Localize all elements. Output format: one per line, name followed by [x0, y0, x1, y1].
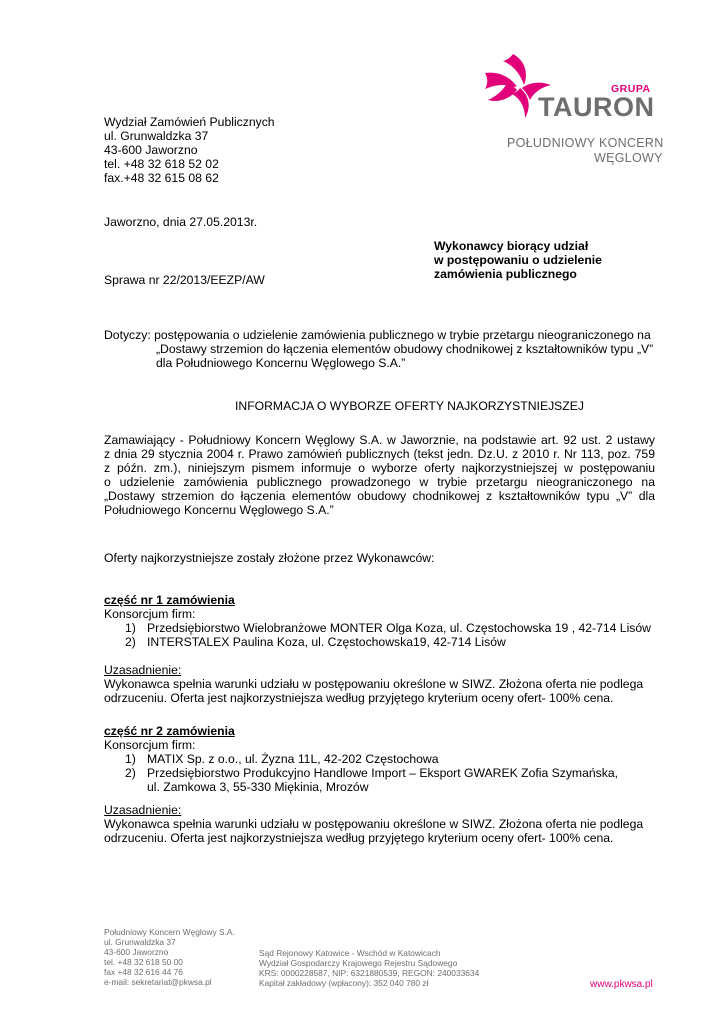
intro-line: o udzielenie zamówienia publicznego prowadzonego w trybie przetargu nieograniczonego na: [104, 475, 655, 489]
part2-item-text-continued: ul. Zamkowa 3, 55-330 Miękinia, Mrozów: [147, 780, 369, 794]
part2-item-number: 2): [125, 766, 136, 780]
footer-line: fax +48 32 616 44 76: [104, 967, 183, 977]
subject-line3: dla Południowego Koncernu Węglowego S.A.”: [156, 356, 406, 370]
logo-subtitle-line2: WĘGLOWY: [594, 151, 663, 165]
footer-line: tel. +48 32 618 50 00: [104, 957, 183, 967]
footer-line: Wydział Gospodarczy Krajowego Rejestru Sądowego: [259, 958, 458, 968]
subject-line1: Dotyczy: postępowania o udzielenie zamówienia publicznego w trybie przetargu nieograniczonego na: [104, 328, 651, 342]
part2-justification-line: odrzuceniu. Oferta jest najkorzystniejsza według przyjętego kryterium oceny ofert- 100% cena.: [104, 831, 614, 845]
part1-justification-title: Uzasadnienie:: [104, 663, 182, 677]
logo-brand-name: TAURON: [538, 92, 655, 122]
intro-line: z dnia 29 stycznia 2004 r. Prawo zamówień publicznych (tekst jedn. Dz.U. z 2010 r. Nr 113, poz. 759: [104, 447, 655, 461]
footer-line: Kapitał zakładowy (wpłacony): 352 040 780 zł: [259, 978, 429, 988]
sender-street: ul. Grunwaldzka 37: [104, 129, 209, 143]
recipient-block: [434, 239, 602, 281]
footer-company-info: [104, 927, 235, 987]
part1-item-number: 1): [125, 621, 136, 635]
logo-group-label: GRUPA: [611, 83, 651, 95]
intro-paragraph: [104, 433, 655, 517]
sender-tel: tel. +48 32 618 52 02: [104, 157, 219, 171]
recipient-line1: Wykonawcy biorący udział: [434, 239, 589, 253]
intro-line: „Dostawy strzemion do łączenia elementów obudowy chodnikowej z kształtowników typu „V” dla: [104, 489, 655, 503]
sender-address: [104, 115, 275, 185]
footer-email: e-mail: sekretariat@pkwsa.pl: [104, 977, 212, 987]
part1-title: część nr 1 zamówienia: [104, 593, 235, 607]
footer-line: Południowy Koncern Węglowy S.A.: [104, 927, 235, 937]
offers-intro: Oferty najkorzystniejsze zostały złożone przez Wykonawców:: [104, 551, 435, 565]
part1-item-number: 2): [125, 635, 136, 649]
part2-justification-line: Wykonawca spełnia warunki udziału w postępowaniu określone w SIWZ. Złożona oferta nie podlega: [104, 817, 644, 831]
footer-website-link[interactable]: www.pkwsa.pl: [590, 979, 653, 990]
part1-item-text: INTERSTALEX Paulina Koza, ul. Częstochowska19, 42-714 Lisów: [147, 635, 506, 649]
subject-line2: „Dostawy strzemion do łączenia elementów obudowy chodnikowej z kształtowników typu „V”: [156, 342, 654, 356]
footer-line: ul. Grunwaldzka 37: [104, 937, 176, 947]
intro-line: Zamawiający - Południowy Koncern Węglowy S.A. w Jaworznie, na podstawie art. 92 ust. 2 ustawy: [104, 433, 655, 447]
part1-justification-line: Wykonawca spełnia warunki udziału w postępowaniu określone w SIWZ. Złożona oferta nie podlega: [104, 677, 644, 691]
part2-item-text: MATIX Sp. z o.o., ul. Żyzna 11L, 42-202 Częstochowa: [147, 752, 439, 766]
logo-subtitle-line1: POŁUDNIOWY KONCERN: [507, 136, 664, 150]
part2-consortium: Konsorcjum firm:: [104, 738, 196, 752]
footer-line: 43-600 Jaworzno: [104, 947, 169, 957]
part2-title: część nr 2 zamówienia: [104, 724, 235, 738]
part2-item-number: 1): [125, 752, 136, 766]
date-line: Jaworzno, dnia 27.05.2013r.: [104, 215, 258, 229]
part2-justification-title: Uzasadnienie:: [104, 803, 182, 817]
footer-line: Sąd Rejonowy Katowice - Wschód w Katowicach: [259, 948, 441, 958]
part1-consortium: Konsorcjum firm:: [104, 607, 196, 621]
intro-line: Południowego Koncernu Węglowego S.A.”: [104, 503, 334, 517]
footer-line: KRS: 0000228587, NIP: 6321880539, REGON: 240033634: [259, 968, 480, 978]
part2-item-text: Przedsiębiorstwo Produkcyjno Handlowe Import – Eksport GWAREK Zofia Szymańska,: [147, 766, 618, 780]
part1-item-text: Przedsiębiorstwo Wielobranżowe MONTER Olga Koza, ul. Częstochowska 19 , 42-714 Lisów: [147, 621, 651, 635]
document-heading: INFORMACJA O WYBORZE OFERTY NAJKORZYSTNIEJSZEJ: [235, 399, 584, 413]
sender-name: Wydział Zamówień Publicznych: [104, 115, 275, 129]
footer-registry-info: [259, 948, 479, 988]
part1-justification-line: odrzuceniu. Oferta jest najkorzystniejsza według przyjętego kryterium oceny ofert- 100% cena.: [104, 691, 614, 705]
intro-line: z późn. zm.), niniejszym pismem informuje o wyborze oferty najkorzystniejszej w postępowaniu: [104, 461, 655, 475]
recipient-line3: zamówienia publicznego: [434, 267, 577, 281]
sender-city: 43-600 Jaworzno: [104, 143, 198, 157]
sender-fax: fax.+48 32 615 08 62: [104, 171, 219, 185]
case-number: Sprawa nr 22/2013/EEZP/AW: [104, 273, 265, 287]
recipient-line2: w postępowaniu o udzielenie: [434, 253, 602, 267]
